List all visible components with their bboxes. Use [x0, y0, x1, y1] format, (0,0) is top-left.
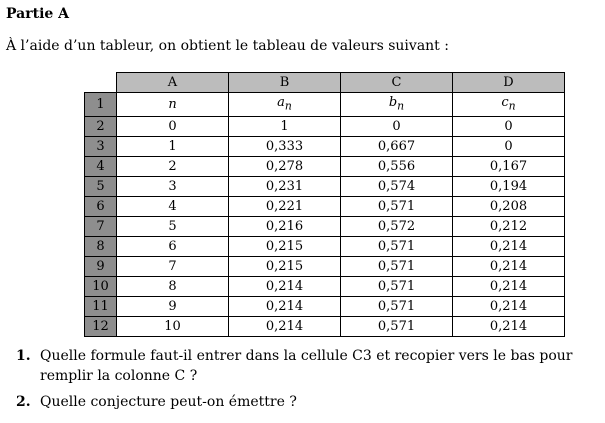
table-cell: 0,571 [341, 316, 453, 336]
column-header-d: D [453, 73, 565, 93]
table-cell: 0,214 [229, 276, 341, 296]
table-cell: 0,574 [341, 176, 453, 196]
questions-list [16, 346, 601, 418]
table-cell: 8 [117, 276, 229, 296]
row-number: 3 [85, 136, 117, 156]
table-cell: 0,571 [341, 276, 453, 296]
var-c: c [501, 95, 509, 110]
table-cell: 0,215 [229, 256, 341, 276]
var-b-subscript: n [397, 99, 405, 113]
cell-c1 [341, 93, 453, 117]
part-title: Partie A [6, 6, 70, 22]
table-cell: 3 [117, 176, 229, 196]
column-header-row [85, 73, 565, 93]
var-a-subscript: n [284, 99, 292, 113]
table-cell: 0,208 [453, 196, 565, 216]
row-number: 12 [85, 316, 117, 336]
spreadsheet-table [84, 72, 565, 337]
table-cell: 0,216 [229, 216, 341, 236]
corner-cell [85, 73, 117, 93]
row-number: 8 [85, 236, 117, 256]
table-cell: 0,214 [229, 316, 341, 336]
table-row [85, 93, 565, 117]
table-cell: 5 [117, 216, 229, 236]
table-cell: 0,214 [229, 296, 341, 316]
table-cell: 9 [117, 296, 229, 316]
table-cell: 4 [117, 196, 229, 216]
row-number: 1 [85, 93, 117, 117]
table-cell: 0,194 [453, 176, 565, 196]
table-row [85, 176, 565, 196]
table-cell: 0,215 [229, 236, 341, 256]
question-2 [16, 392, 601, 412]
table-cell: 0,167 [453, 156, 565, 176]
table-cell: 0,667 [341, 136, 453, 156]
table-cell: 0,214 [453, 236, 565, 256]
table-row [85, 216, 565, 236]
question-text: Quelle conjecture peut-on émettre ? [40, 394, 297, 410]
table-cell: 0 [341, 116, 453, 136]
row-number: 2 [85, 116, 117, 136]
table-row [85, 316, 565, 336]
table-row [85, 136, 565, 156]
row-number: 4 [85, 156, 117, 176]
table-cell: 0,571 [341, 256, 453, 276]
column-header-a: A [117, 73, 229, 93]
table-cell: 0,333 [229, 136, 341, 156]
table-cell: 0 [453, 116, 565, 136]
row-number: 7 [85, 216, 117, 236]
table-cell: 0 [453, 136, 565, 156]
table-cell: 0,231 [229, 176, 341, 196]
table-cell: 0,572 [341, 216, 453, 236]
table-cell: 0,221 [229, 196, 341, 216]
table-row [85, 156, 565, 176]
table-row [85, 296, 565, 316]
question-number: 1. [16, 348, 31, 364]
table-cell: 0,214 [453, 296, 565, 316]
var-n: n [168, 96, 177, 112]
row-number: 5 [85, 176, 117, 196]
question-number: 2. [16, 394, 31, 410]
var-c-subscript: n [508, 99, 516, 113]
table-cell: 0,571 [341, 296, 453, 316]
column-header-b: B [229, 73, 341, 93]
table-cell: 0,571 [341, 236, 453, 256]
table-cell: 0,214 [453, 256, 565, 276]
question-text: Quelle formule faut-il entrer dans la cellule C3 et recopier vers le bas pour remplir la colonne C ? [40, 348, 573, 384]
table-row [85, 196, 565, 216]
table-cell: 2 [117, 156, 229, 176]
table-cell: 10 [117, 316, 229, 336]
table-row [85, 256, 565, 276]
intro-text: À l’aide d’un tableur, on obtient le tableau de valeurs suivant : [6, 38, 449, 54]
table-cell: 0,214 [453, 316, 565, 336]
table-cell: 7 [117, 256, 229, 276]
question-1 [16, 346, 601, 386]
cell-b1 [229, 93, 341, 117]
table-row [85, 276, 565, 296]
table-cell: 6 [117, 236, 229, 256]
row-number: 9 [85, 256, 117, 276]
table-cell: 0,571 [341, 196, 453, 216]
cell-d1 [453, 93, 565, 117]
table-cell: 0,214 [453, 276, 565, 296]
table-cell: 1 [117, 136, 229, 156]
table-cell: 1 [229, 116, 341, 136]
table-row [85, 116, 565, 136]
var-b: b [388, 95, 398, 110]
table-row [85, 236, 565, 256]
table-cell: 0,556 [341, 156, 453, 176]
row-number: 6 [85, 196, 117, 216]
var-a: a [277, 95, 285, 110]
table-cell: 0,212 [453, 216, 565, 236]
column-header-c: C [341, 73, 453, 93]
row-number: 11 [85, 296, 117, 316]
row-number: 10 [85, 276, 117, 296]
table-cell: 0 [117, 116, 229, 136]
cell-a1 [117, 93, 229, 117]
table-cell: 0,278 [229, 156, 341, 176]
